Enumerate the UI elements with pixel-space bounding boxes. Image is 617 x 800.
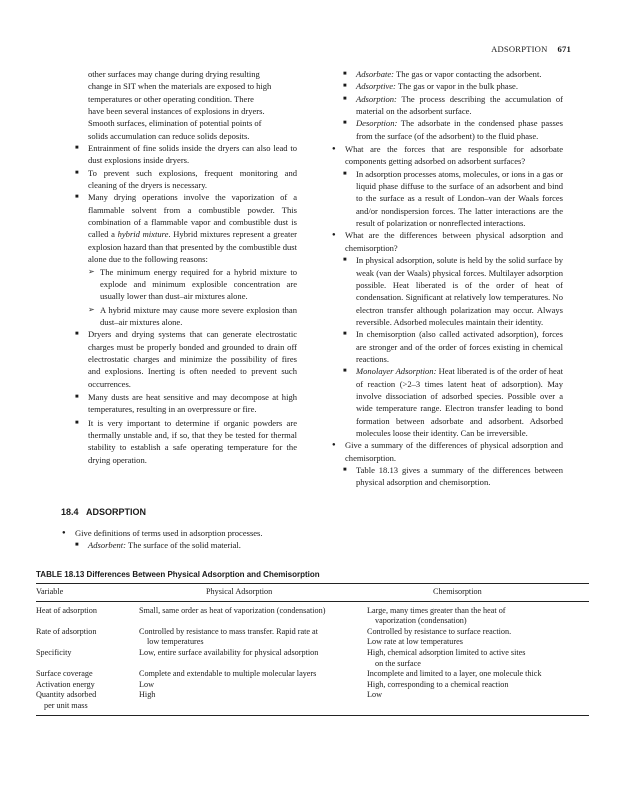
forces-question: ● What are the forces that are responsible for adsorbate components getting adsorbed on adsorbent surfaces? (331, 143, 563, 168)
def-adsorbent: ■ Adsorbent: The surface of the solid material. (75, 539, 297, 551)
physical-answer: ■ In physical adsorption, solute is held by the solid surface by weak (van der Waals) physical forces. Multilayer adsorption possible. Heat liberated is of the order of heat of condensation. Significant at relatively low temperatures. No electron transfer although polarization may occur. Always reversible. Adsorbed molecules maintain their identity. (343, 254, 563, 328)
bullet-hybrid: ■ Many drying operations involve the vaporization of a flammable solvent from a combustible powder. This combination of a flammable vapor and combustible dust is called a hybrid mixture. Hybrid mixtures represent a greater explosion hazard than that presented by the combustible dust alone due to the following reasons: (75, 191, 297, 265)
table-row: Heat of adsorption Small, same order as heat of vaporization (condensation) Large, many times greater than the heat of vaporization (condensation) (36, 605, 506, 626)
left-column (61, 68, 297, 466)
differences-question: ● What are the differences between physical adsorption and chemisorption? (331, 229, 563, 254)
summary-answer: ■ Table 18.13 gives a summary of the differences between physical adsorption and chemisorption. (343, 464, 563, 489)
section-title: ADSORPTION (86, 507, 147, 517)
bullet-electrostatic: ■ Dryers and drying systems that can generate electrostatic charges must be properly bonded and grounded to drain off electrostatic charges and minimize the possibility of fires and explosions. Inerting is often needed to prevent such occurrences. (75, 328, 297, 390)
running-title: ADSORPTION (491, 44, 548, 54)
def-adsorptive: ■ Adsorptive: The gas or vapor in the bulk phase. (343, 80, 563, 92)
text-line: have been several instances of explosions in dryers. (88, 106, 265, 117)
def-adsorbate: ■ Adsorbate: The gas or vapor contacting the adsorbent. (343, 68, 563, 80)
section-heading (61, 507, 146, 517)
definitions-block (61, 527, 297, 552)
hybrid-term: hybrid mixture (117, 229, 169, 240)
text-line: solids accumulation can reduce solids deposits. (88, 130, 250, 141)
bullet-organic: ■ It is very important to determine if organic powders are thermally unstable and, if so, that they be tested for thermal stability to establish a safe operating temperature for the drying operation. (75, 417, 297, 466)
reason-1: ➢ The minimum energy required for a hybrid mixture to explode and minimum explosible concentration are usually lower than dust–air mixtures alone. (88, 266, 297, 303)
header-chemisorption: Chemisorption (433, 587, 482, 596)
right-column (331, 68, 563, 489)
def-desorption: ■ Desorption: The adsorbate in the condensed phase passes from the surface (of the adsorbent) to the fluid phase. (343, 117, 563, 142)
chemisorption-answer: ■ In chemisorption (also called activated adsorption), forces are stronger and of the order of forces existing in chemical reactions. (343, 328, 563, 365)
table-header-row (36, 587, 589, 598)
reason-2: ➢ A hybrid mixture may cause more severe explosion than dust–air mixtures alone. (88, 304, 297, 329)
table-row: Specificity Low, entire surface availability for physical adsorption High, chemical adsorption limited to active sites on the surface (36, 647, 526, 668)
comparison-table (36, 583, 589, 716)
table-bottom-rule (36, 715, 589, 716)
page-number: 671 (557, 44, 571, 54)
summary-question: ● Give a summary of the differences of physical adsorption and chemisorption. (331, 439, 563, 464)
intro-paragraph (61, 68, 297, 142)
def-adsorption: ■ Adsorption: The process describing the accumulation of material on the adsorbent surface. (343, 93, 563, 118)
header-variable: Variable (36, 587, 64, 596)
definitions-question: ● Give definitions of terms used in adsorption processes. (61, 527, 297, 539)
text-line: Smooth surfaces, elimination of potential points of (88, 118, 262, 129)
text-line: change in SIT when the materials are exposed to high (88, 81, 272, 92)
monolayer-answer: ■ Monolayer Adsorption: Heat liberated is of the order of heat of reaction (>2–3 times latent heat of adsorption). May involve dissociation of adsorbed species. Possible over a wide temperature range. Electron transfer leading to bond formation between adsorbate and adsorbent. Adsorbed molecules loose their identity. Can be irreversible. (343, 365, 563, 439)
forces-answer: ■ In adsorption processes atoms, molecules, or ions in a gas or liquid phase diffuse to the surface of an adsorbent and bind to the surface as a result of London–van der Waals forces and/or nondispersion forces. The latter interactions are the result of polarization or nonreflected interactions. (343, 168, 563, 230)
bullet-entrainment: ■ Entrainment of fine solids inside the dryers can also lead to dust explosions inside dryers. (75, 142, 297, 167)
table-top-rule (36, 583, 589, 584)
text-line: temperatures or other operating condition. There (88, 93, 254, 104)
table-row: Activation energy Low High, corresponding to a chemical reaction (36, 679, 509, 689)
bullet-prevent: ■ To prevent such explosions, frequent monitoring and cleaning of the dryers is necessary. (75, 167, 297, 192)
table-row: Rate of adsorption Controlled by resistance to mass transfer. Rapid rate at Controlled by resistance to surface reaction. low temperatures Low rate at low temperatures (36, 626, 512, 647)
running-header (491, 44, 571, 54)
table-caption: TABLE 18.13 Differences Between Physical Adsorption and Chemisorption (36, 570, 320, 579)
section-number: 18.4 (61, 507, 79, 517)
text-line: other surfaces may change during drying resulting (88, 69, 260, 79)
header-physical: Physical Adsorption (206, 587, 273, 596)
bullet-heat-sensitive: ■ Many dusts are heat sensitive and may decompose at high temperatures, resulting in an overpressure or fire. (75, 391, 297, 416)
table-row: Quantity adsorbed High Low per unit mass (36, 690, 383, 710)
table-row: Surface coverage Complete and extendable to multiple molecular layers Incomplete and limited to a layer, one molecule thick (36, 669, 542, 679)
